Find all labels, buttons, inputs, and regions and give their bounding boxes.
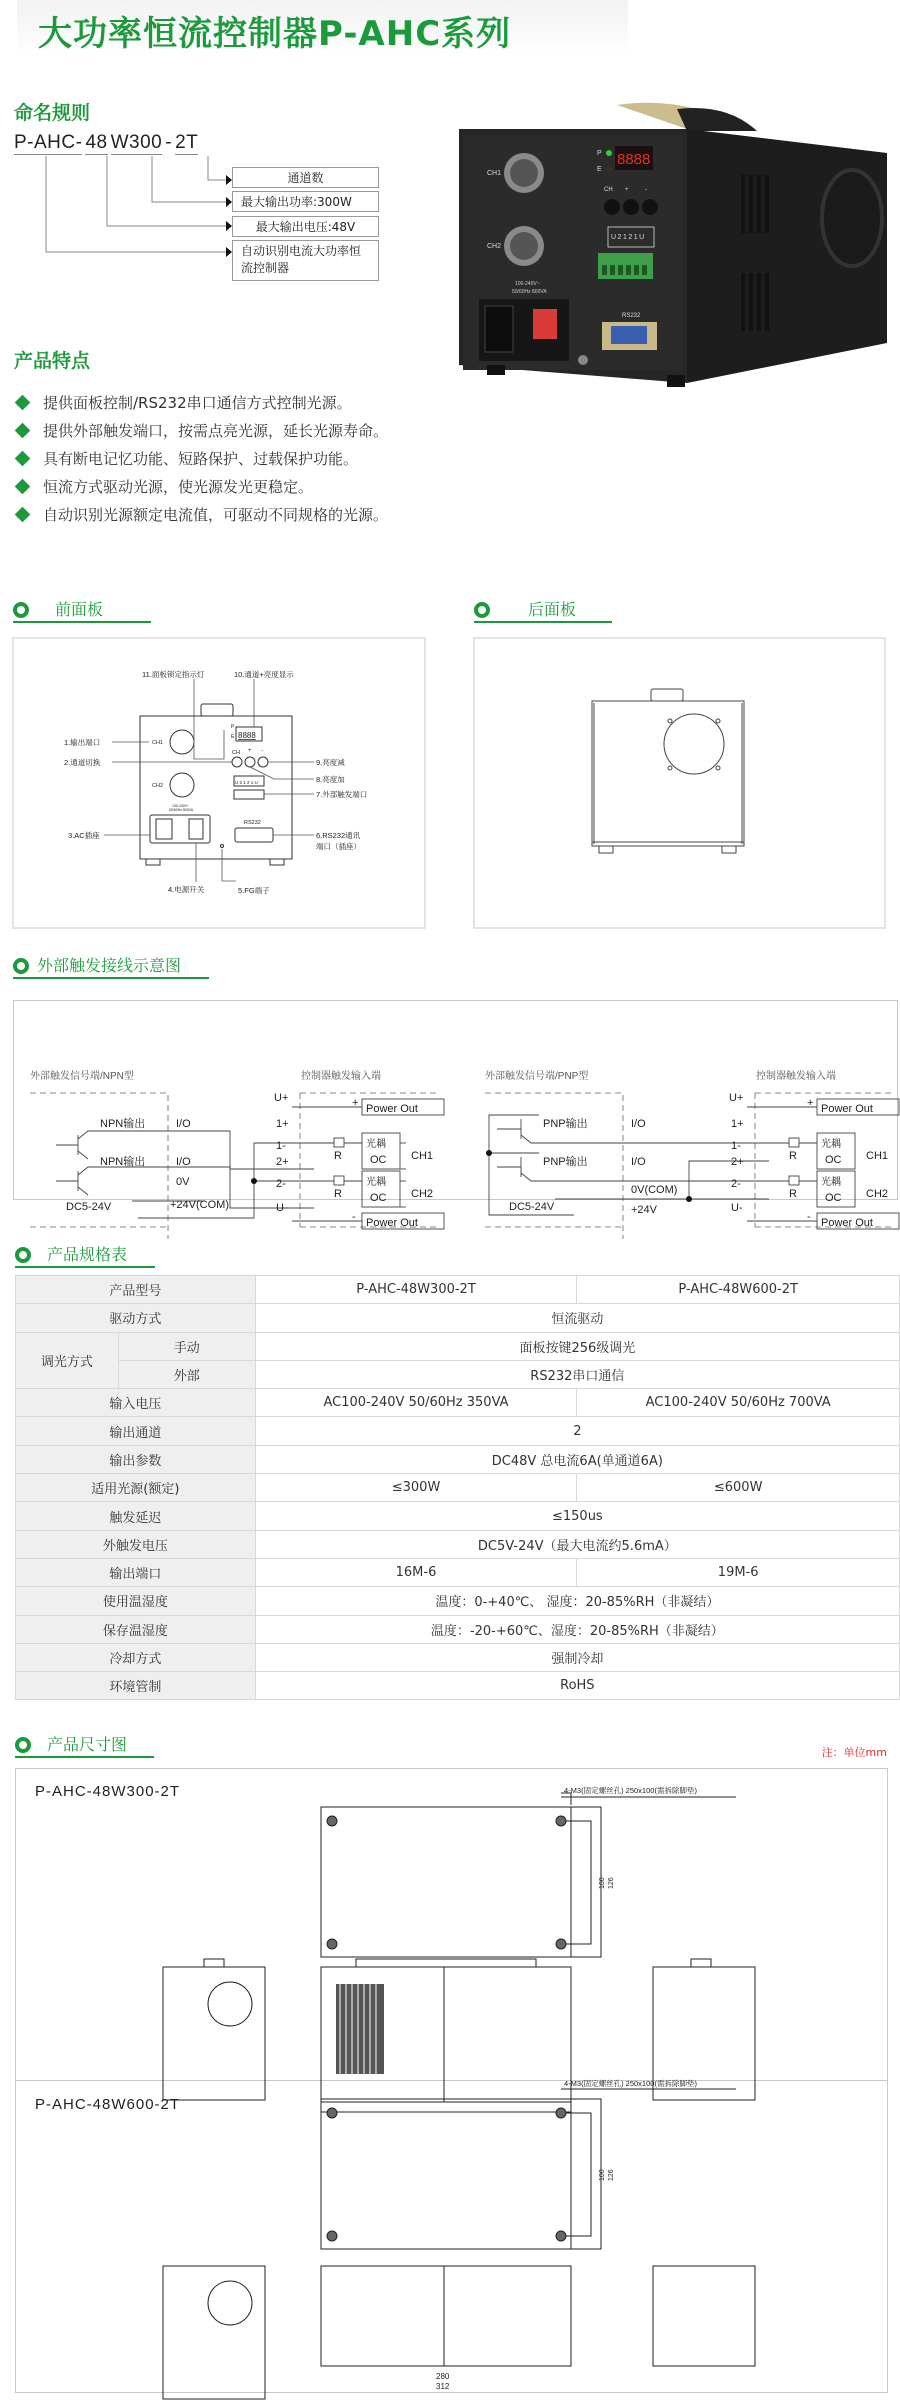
svg-text:光耦: 光耦: [366, 1139, 386, 1150]
svg-text:CH: CH: [232, 750, 240, 756]
code-seg-power: W300: [110, 132, 163, 153]
svg-text:2.通道切换: 2.通道切换: [64, 758, 101, 767]
feature-item: 自动识别光源额定电流值，可驱动不同规格的光源。: [14, 500, 388, 528]
table-row: 保存温湿度 温度：-20-+60℃、湿度：20-85%RH（非凝结）: [16, 1615, 900, 1643]
svg-text:4-M3(固定螺丝孔) 250x100(需拆除脚垫): 4-M3(固定螺丝孔) 250x100(需拆除脚垫): [564, 2079, 697, 2088]
naming-heading: 命名规则: [14, 102, 91, 124]
rear-panel-header: 后面板: [474, 599, 612, 623]
svg-text:1.输出端口: 1.输出端口: [64, 738, 101, 747]
svg-text:1+: 1+: [276, 1118, 289, 1130]
svg-text:OC: OC: [370, 1192, 387, 1204]
svg-text:CH2: CH2: [487, 243, 502, 250]
svg-text:+24V(COM): +24V(COM): [170, 1199, 229, 1211]
svg-text:2-: 2-: [276, 1178, 286, 1190]
svg-text:外部触发信号端/PNP型: 外部触发信号端/PNP型: [485, 1071, 589, 1082]
svg-text:4-M3(固定螺丝孔) 250x100(需拆除脚垫): 4-M3(固定螺丝孔) 250x100(需拆除脚垫): [564, 1786, 697, 1795]
svg-text:126: 126: [608, 2169, 615, 2181]
svg-text:E: E: [597, 166, 602, 173]
table-row: 输出通道 2: [16, 1417, 900, 1445]
svg-text:光耦: 光耦: [821, 1139, 841, 1150]
svg-text:DC5-24V: DC5-24V: [66, 1201, 112, 1213]
wiring-header: 外部触发接线示意图: [13, 955, 209, 979]
svg-text:OC: OC: [370, 1154, 387, 1166]
ring-bullet-icon: [15, 1737, 31, 1753]
wiring-diagram: [13, 1000, 898, 1229]
features-list: [14, 388, 388, 528]
dimension-model-1: P-AHC-48W300-2T: [35, 1783, 181, 1800]
svg-text:8.亮度加: 8.亮度加: [316, 775, 345, 784]
code-seg-dash: -: [165, 132, 173, 153]
table-row: 使用温湿度 温度：0-+40℃、 湿度：20-85%RH（非凝结）: [16, 1587, 900, 1615]
ring-bullet-icon: [13, 958, 29, 974]
diamond-bullet-icon: [15, 422, 31, 438]
svg-text:NPN输出: NPN输出: [100, 1118, 146, 1130]
svg-text:CH1: CH1: [487, 170, 502, 177]
table-row: 输出参数 DC48V 总电流6A(单通道6A): [16, 1445, 900, 1473]
table-row: 冷却方式 强制冷却: [16, 1643, 900, 1671]
svg-text:-: -: [352, 1211, 356, 1223]
spec-header: 产品规格表: [15, 1244, 155, 1268]
front-panel-header: 前面板: [13, 599, 151, 623]
svg-text:控制器触发输入端: 控制器触发输入端: [301, 1071, 381, 1082]
svg-text:端口（插座）: 端口（插座）: [316, 842, 361, 851]
svg-text:8888: 8888: [617, 151, 651, 168]
naming-box-description: 自动识别电流大功率恒流控制器: [232, 240, 379, 281]
svg-text:2-: 2-: [731, 1178, 741, 1190]
svg-text:4.电源开关: 4.电源开关: [168, 885, 205, 894]
svg-text:+24V: +24V: [631, 1204, 657, 1216]
svg-text:I/O: I/O: [631, 1118, 646, 1130]
naming-box-channels: 通道数: [232, 167, 379, 188]
feature-item: 提供外部触发端口，按需点亮光源，延长光源寿命。: [14, 416, 388, 444]
svg-text:100-240V~: 100-240V~: [515, 281, 540, 287]
svg-text:CH: CH: [604, 187, 613, 193]
svg-text:PNP输出: PNP输出: [543, 1118, 588, 1130]
svg-text:E: E: [231, 734, 235, 740]
svg-text:126: 126: [608, 1877, 615, 1889]
code-seg-channels: 2T: [175, 132, 199, 153]
svg-text:R: R: [789, 1150, 797, 1162]
svg-text:I/O: I/O: [176, 1156, 191, 1168]
unit-note: 注：单位mm: [821, 1746, 887, 1759]
table-row: 环境管制 RoHS: [16, 1672, 900, 1700]
ring-bullet-icon: [15, 1247, 31, 1263]
dimensions-header: 产品尺寸图: [15, 1734, 154, 1758]
table-row: 输入电压 AC100-240V 50/60Hz 350VA AC100-240V 50/60Hz 700VA: [16, 1389, 900, 1417]
svg-text:R: R: [334, 1188, 342, 1200]
svg-text:2+: 2+: [731, 1156, 744, 1168]
dimension-model-2: P-AHC-48W600-2T: [35, 2096, 181, 2113]
svg-text:CH1: CH1: [411, 1150, 434, 1162]
svg-text:I/O: I/O: [176, 1118, 191, 1130]
table-row: 调光方式 手动 面板按键256级调光: [16, 1332, 900, 1360]
table-row: 外部 RS232串口通信: [16, 1360, 900, 1388]
svg-text:R: R: [334, 1150, 342, 1162]
features-heading: 产品特点: [14, 350, 91, 372]
table-row: 驱动方式 恒流驱动: [16, 1304, 900, 1332]
svg-text:10.通道+亮度显示: 10.通道+亮度显示: [234, 670, 294, 679]
svg-text:DC5-24V: DC5-24V: [509, 1201, 555, 1213]
svg-text:U+: U+: [729, 1092, 744, 1104]
svg-text:U2121U: U2121U: [611, 234, 646, 241]
svg-text:CH1: CH1: [866, 1150, 889, 1162]
svg-text:Power Out: Power Out: [821, 1103, 873, 1115]
svg-text:光耦: 光耦: [366, 1177, 386, 1188]
svg-text:外部触发信号端/NPN型: 外部触发信号端/NPN型: [30, 1071, 134, 1082]
svg-text:U 2 1 2 1 U: U 2 1 2 1 U: [235, 780, 258, 785]
svg-text:CH2: CH2: [866, 1188, 889, 1200]
front-panel-diagram: [12, 637, 426, 929]
dimension-drawings: [15, 1768, 888, 2393]
table-row: 适用光源(额定) ≤300W ≤600W: [16, 1474, 900, 1502]
svg-text:-: -: [807, 1211, 811, 1223]
svg-text:-: -: [645, 187, 647, 193]
rear-panel-diagram: [473, 637, 886, 929]
svg-text:控制器触发输入端: 控制器触发输入端: [756, 1071, 836, 1082]
table-row: 外触发电压 DC5V-24V（最大电流约5.6mA）: [16, 1530, 900, 1558]
svg-text:0V: 0V: [176, 1176, 190, 1188]
svg-text:280: 280: [436, 2372, 450, 2381]
svg-text:OC: OC: [825, 1154, 842, 1166]
feature-item: 恒流方式驱动光源，使光源发光更稳定。: [14, 472, 388, 500]
svg-text:3.AC插座: 3.AC插座: [68, 831, 100, 840]
svg-text:100-240V~: 100-240V~: [172, 804, 190, 808]
svg-text:NPN输出: NPN输出: [100, 1156, 146, 1168]
svg-text:5.FG端子: 5.FG端子: [238, 886, 270, 895]
naming-connector-lines: [0, 150, 240, 260]
naming-box-power: 最大输出功率:300W: [232, 191, 379, 212]
svg-text:0V(COM): 0V(COM): [631, 1184, 678, 1196]
svg-text:P: P: [597, 150, 602, 157]
diamond-bullet-icon: [15, 478, 31, 494]
svg-text:+: +: [352, 1097, 359, 1109]
svg-text:1+: 1+: [731, 1118, 744, 1130]
svg-text:-: -: [261, 748, 263, 754]
ring-bullet-icon: [474, 602, 490, 618]
feature-item: 具有断电记忆功能、短路保护、过载保护功能。: [14, 444, 388, 472]
table-row: 触发延迟 ≤150us: [16, 1502, 900, 1530]
svg-text:CH1: CH1: [152, 740, 164, 746]
svg-text:+: +: [248, 748, 252, 754]
svg-text:1-: 1-: [276, 1140, 286, 1152]
code-seg-voltage: 48: [85, 132, 108, 153]
svg-text:2+: 2+: [276, 1156, 289, 1168]
svg-text:50/60Hz 800VA: 50/60Hz 800VA: [512, 289, 547, 295]
diamond-bullet-icon: [15, 506, 31, 522]
svg-text:P: P: [231, 724, 235, 730]
svg-text:光耦: 光耦: [821, 1177, 841, 1188]
table-row: 产品型号 P-AHC-48W300-2T P-AHC-48W600-2T: [16, 1276, 900, 1304]
page-title: 大功率恒流控制器P-AHC系列: [38, 14, 512, 54]
svg-text:Power Out: Power Out: [366, 1217, 418, 1229]
svg-text:R: R: [789, 1188, 797, 1200]
table-row: 输出端口 16M-6 19M-6: [16, 1558, 900, 1586]
svg-text:U-: U-: [731, 1202, 743, 1214]
code-seg-series: P-AHC-: [14, 132, 83, 153]
svg-text:Power Out: Power Out: [821, 1217, 873, 1229]
svg-text:U-: U-: [276, 1202, 288, 1214]
svg-text:RS232: RS232: [244, 820, 261, 826]
svg-text:1-: 1-: [731, 1140, 741, 1152]
svg-text:50/60Hz 800VA: 50/60Hz 800VA: [169, 808, 194, 812]
svg-text:CH2: CH2: [411, 1188, 434, 1200]
svg-text:RS232: RS232: [622, 313, 641, 319]
svg-text:OC: OC: [825, 1192, 842, 1204]
diamond-bullet-icon: [15, 394, 31, 410]
svg-text:8888: 8888: [238, 731, 256, 740]
svg-text:100: 100: [599, 1877, 606, 1889]
svg-text:CH2: CH2: [152, 783, 164, 789]
naming-box-voltage: 最大输出电压:48V: [232, 216, 379, 237]
product-photo: [457, 103, 892, 388]
svg-text:Power Out: Power Out: [366, 1103, 418, 1115]
diamond-bullet-icon: [15, 450, 31, 466]
ring-bullet-icon: [13, 602, 29, 618]
spec-table: [15, 1275, 900, 1700]
svg-text:+: +: [625, 187, 629, 193]
svg-text:I/O: I/O: [631, 1156, 646, 1168]
svg-text:6.RS232通讯: 6.RS232通讯: [316, 831, 361, 840]
svg-text:U+: U+: [274, 1092, 289, 1104]
svg-text:PNP输出: PNP输出: [543, 1156, 588, 1168]
svg-text:100: 100: [599, 2169, 606, 2181]
svg-text:9.亮度减: 9.亮度减: [316, 758, 345, 767]
feature-item: 提供面板控制/RS232串口通信方式控制光源。: [14, 388, 388, 416]
svg-text:11.面板锁定指示灯: 11.面板锁定指示灯: [142, 670, 205, 679]
svg-text:312: 312: [436, 2382, 450, 2391]
svg-text:7.外部触发端口: 7.外部触发端口: [316, 790, 368, 799]
svg-text:+: +: [807, 1097, 814, 1109]
